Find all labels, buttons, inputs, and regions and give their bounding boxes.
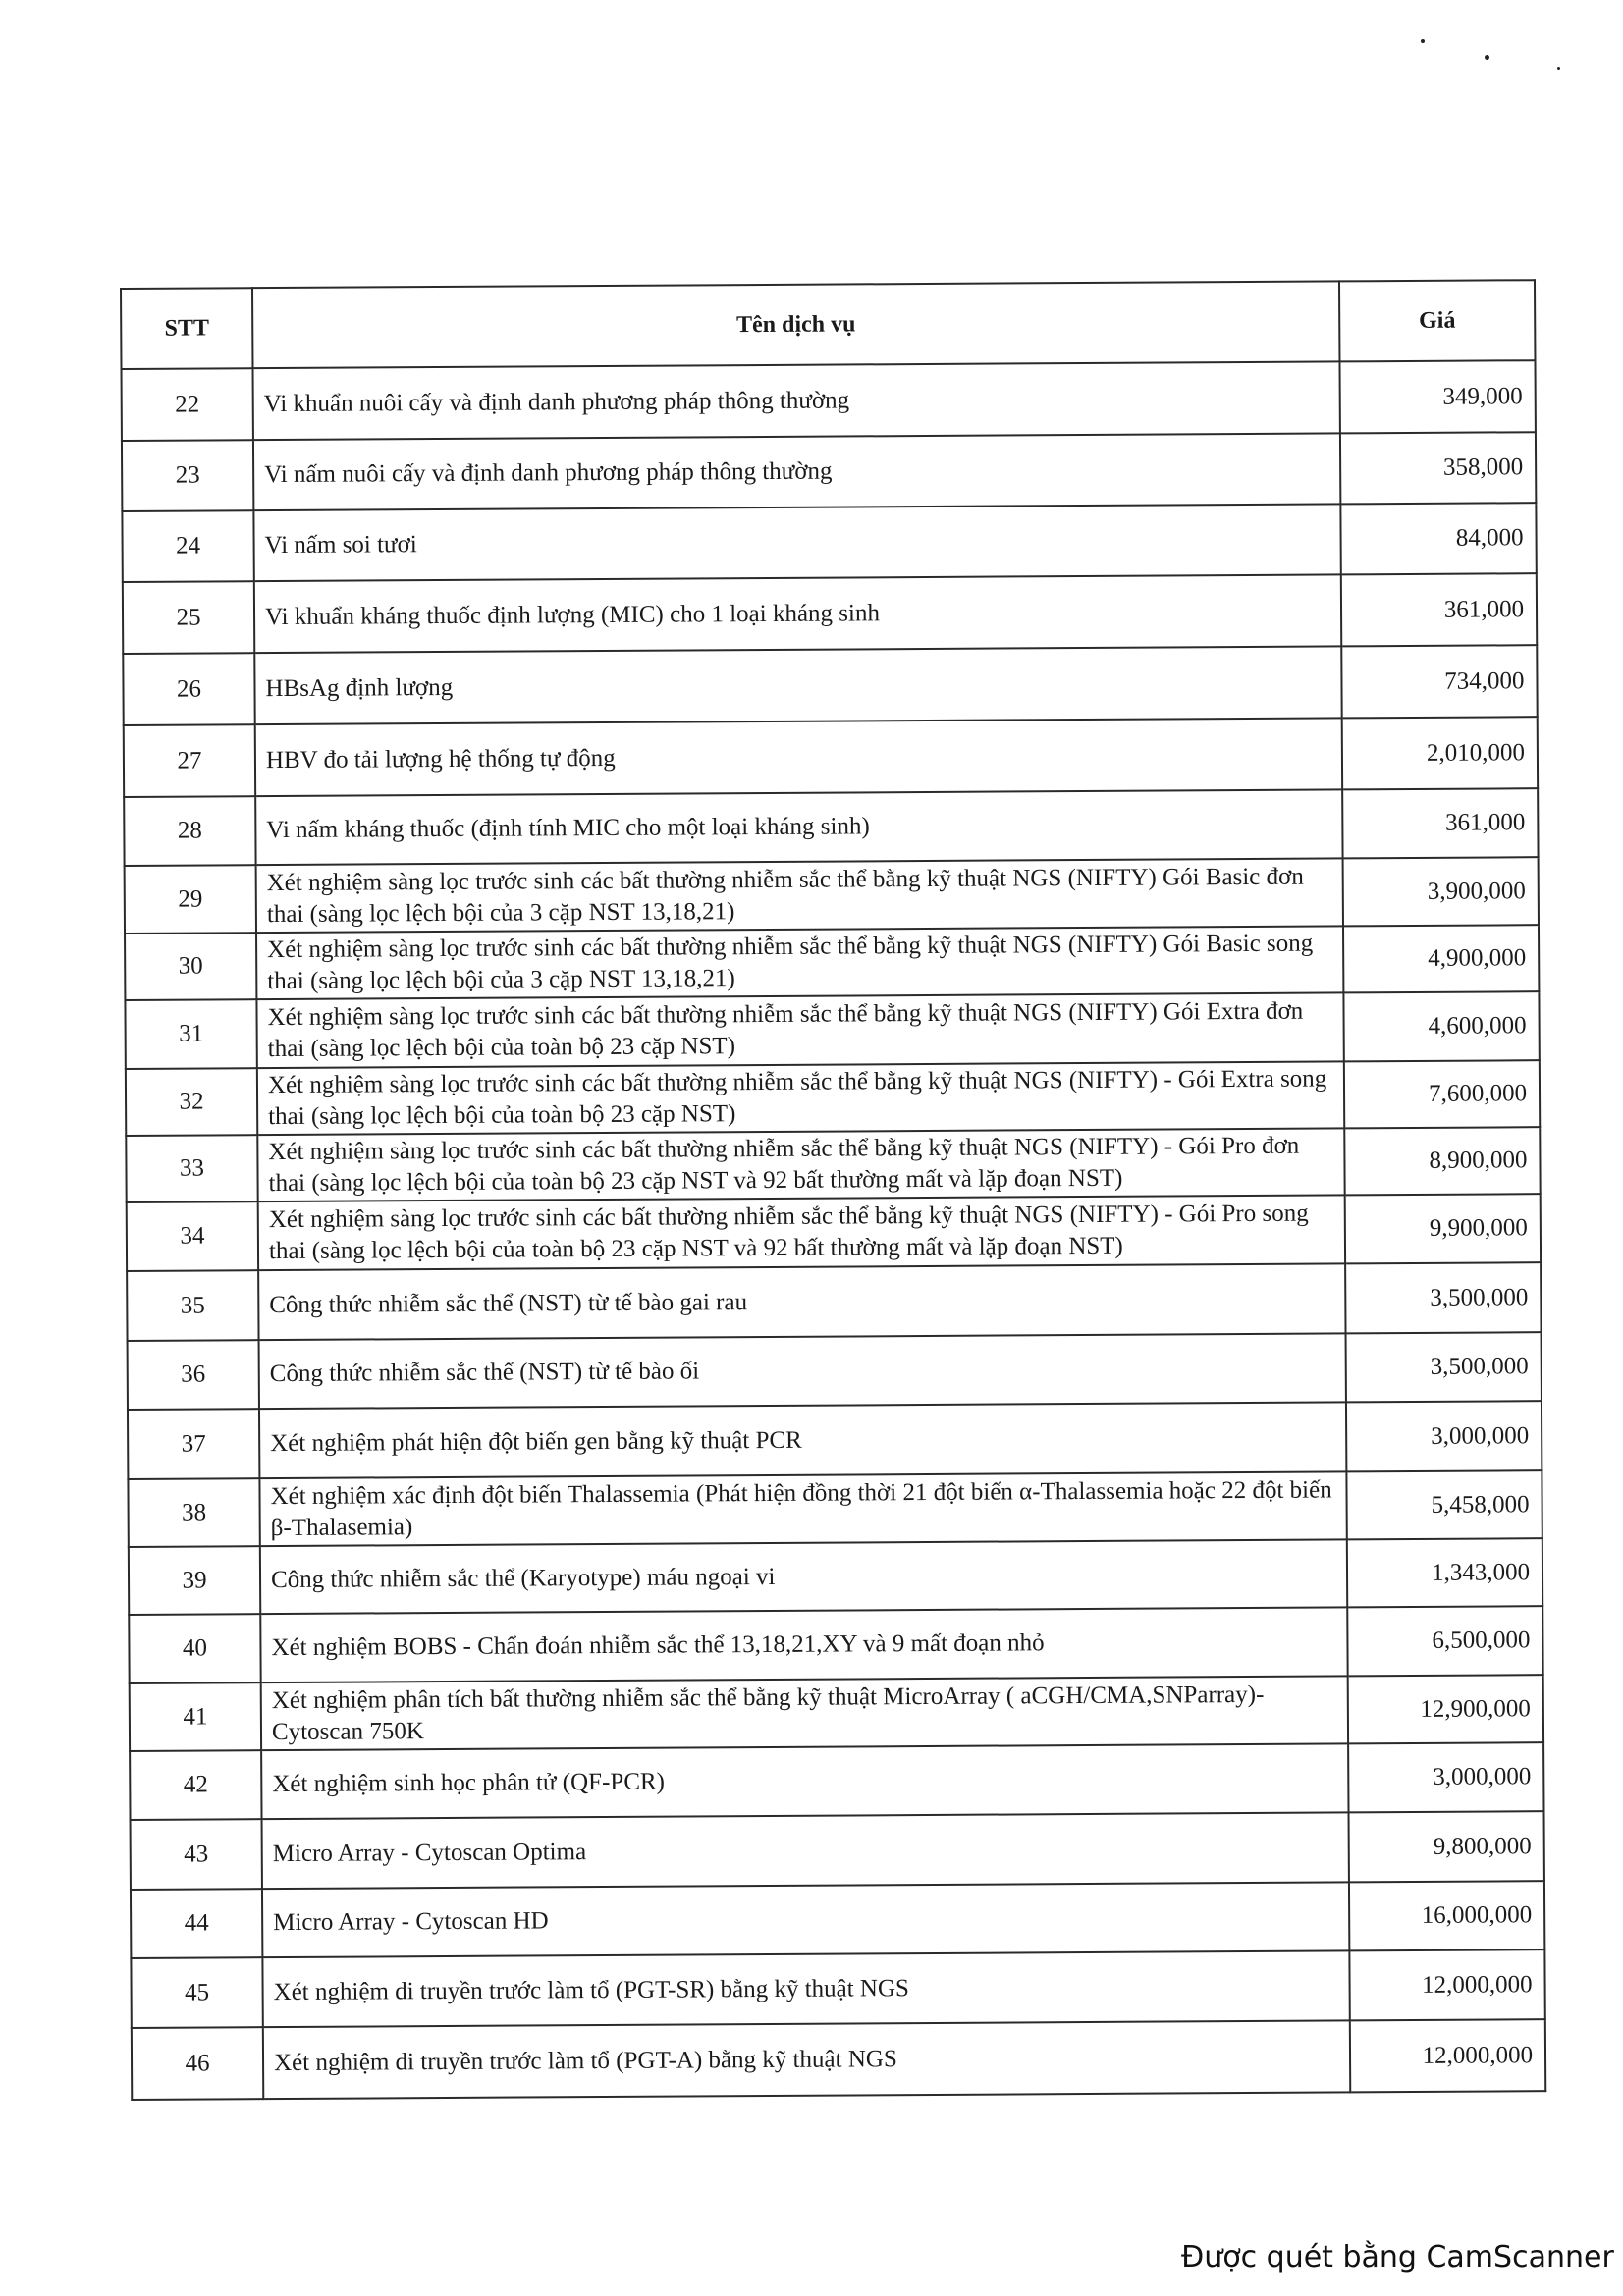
row-service-name: Xét nghiệm phân tích bất thường nhiễm sắc thể bằng kỹ thuật MicroArray ( aCGH/CMA,SNParray)-Cytoscan 750K [261, 1676, 1348, 1750]
table-row [128, 1470, 1542, 1547]
row-stt: 22 [122, 368, 253, 441]
table-row [131, 1949, 1544, 2028]
table-row [122, 503, 1536, 582]
row-price: 1,343,000 [1347, 1538, 1542, 1607]
row-price: 8,900,000 [1344, 1127, 1540, 1195]
row-service-name: Micro Array - Cytoscan Optima [262, 1812, 1349, 1889]
row-stt: 29 [125, 865, 256, 934]
table-row [129, 1606, 1542, 1683]
table-header-row [121, 280, 1535, 369]
table-row [123, 645, 1537, 725]
row-service-name: Công thức nhiễm sắc thể (NST) từ tế bào ối [259, 1333, 1346, 1409]
table-row [129, 1538, 1542, 1615]
row-service-name: HBV đo tải lượng hệ thống tự động [255, 718, 1342, 796]
row-service-name: Công thức nhiễm sắc thể (NST) từ tế bào gai rau [258, 1263, 1345, 1340]
row-service-name: Vi khuẩn kháng thuốc định lượng (MIC) cho 1 loại kháng sinh [254, 574, 1341, 653]
row-stt: 24 [122, 510, 253, 582]
row-service-name: Xét nghiệm sàng lọc trước sinh các bất thường nhiễm sắc thể bằng kỹ thuật NGS (NIFTY) - Gói Pro song thai (sàng lọc lệch bội của toàn bộ 23 cặp NST và 92 bất thường mất và lặp đoạn NST) [258, 1195, 1345, 1270]
row-stt: 41 [130, 1682, 261, 1751]
row-stt: 35 [127, 1270, 258, 1341]
row-price: 734,000 [1341, 645, 1537, 718]
row-stt: 42 [130, 1750, 261, 1820]
row-price: 361,000 [1341, 573, 1537, 646]
row-stt: 44 [131, 1889, 262, 1958]
row-price: 349,000 [1339, 360, 1535, 433]
row-stt: 46 [132, 2027, 263, 2100]
table-row [124, 717, 1538, 797]
table-row [123, 573, 1537, 654]
table-row [125, 925, 1539, 1000]
row-service-name: Xét nghiệm BOBS - Chẩn đoán nhiễm sắc thể 13,18,21,XY và 9 mất đoạn nhỏ [260, 1607, 1347, 1682]
row-price: 9,800,000 [1349, 1811, 1544, 1882]
row-price: 4,900,000 [1343, 925, 1539, 992]
row-price: 4,600,000 [1343, 991, 1539, 1061]
row-service-name: Xét nghiệm phát hiện đột biến gen bằng kỹ thuật PCR [259, 1402, 1346, 1478]
row-price: 3,000,000 [1346, 1401, 1542, 1471]
price-table-container [120, 279, 1544, 2101]
row-price: 7,600,000 [1344, 1060, 1540, 1128]
scan-speck [1421, 39, 1425, 43]
row-stt: 30 [125, 933, 256, 1000]
table-row [132, 2019, 1545, 2100]
table-row [130, 1675, 1543, 1751]
row-service-name: Xét nghiệm sàng lọc trước sinh các bất thường nhiễm sắc thể bằng kỹ thuật NGS (NIFTY) - Gói Pro đơn thai (sàng lọc lệch bội của toàn bộ 23 cặp NST và 92 bất thường mất và lặp đoạn NST) [257, 1128, 1344, 1201]
row-stt: 39 [129, 1546, 260, 1615]
row-service-name: HBsAg định lượng [254, 646, 1341, 724]
table-row [125, 857, 1539, 934]
row-price: 12,000,000 [1349, 1949, 1544, 2020]
row-service-name: Xét nghiệm sinh học phân tử (QF-PCR) [261, 1743, 1348, 1819]
row-service-name: Xét nghiệm sàng lọc trước sinh các bất thường nhiễm sắc thể bằng kỹ thuật NGS (NIFTY) Gói Extra đơn thai (sàng lọc lệch bội của toàn bộ 23 cặp NST) [256, 992, 1343, 1068]
table-row [127, 1194, 1541, 1271]
row-stt: 23 [122, 440, 253, 511]
row-stt: 38 [128, 1478, 259, 1547]
row-price: 84,000 [1340, 503, 1536, 574]
row-stt: 25 [123, 581, 254, 654]
row-service-name: Xét nghiệm xác định đột biến Thalassemia (Phát hiện đồng thời 21 đột biến α-Thalassemia hoặc 22 đột biến β-Thalasemia) [259, 1471, 1346, 1546]
row-stt: 31 [125, 999, 256, 1069]
row-service-name: Xét nghiệm sàng lọc trước sinh các bất thường nhiễm sắc thể bằng kỹ thuật NGS (NIFTY) Gói Basic song thai (sàng lọc lệch bội của 3 cặp NST 13,18,21) [256, 926, 1343, 999]
scan-speck [1557, 67, 1560, 70]
table-row [122, 432, 1536, 511]
table-row [127, 1262, 1541, 1341]
row-stt: 43 [131, 1819, 262, 1890]
row-price: 6,500,000 [1347, 1606, 1542, 1676]
table-row [128, 1401, 1542, 1479]
table-row [128, 1332, 1542, 1410]
row-service-name: Xét nghiệm di truyền trước làm tổ (PGT-SR) bằng kỹ thuật NGS [262, 1950, 1349, 2027]
row-price: 361,000 [1342, 788, 1538, 858]
row-stt: 32 [126, 1068, 257, 1136]
table-row [131, 1881, 1544, 1958]
row-price: 3,500,000 [1346, 1332, 1542, 1402]
row-price: 5,458,000 [1346, 1470, 1542, 1539]
row-stt: 27 [124, 724, 255, 797]
header-service-name: Tên dịch vụ [252, 281, 1339, 368]
row-service-name: Xét nghiệm sàng lọc trước sinh các bất thường nhiễm sắc thể bằng kỹ thuật NGS (NIFTY) - Gói Extra song thai (sàng lọc lệch bội của toàn bộ 23 cặp NST) [257, 1061, 1344, 1135]
row-price: 3,900,000 [1343, 857, 1539, 926]
camscanner-watermark: Được quét bằng CamScanner [1181, 2240, 1614, 2274]
row-price: 3,000,000 [1348, 1742, 1543, 1812]
table-row [124, 788, 1538, 866]
row-stt: 34 [127, 1201, 258, 1271]
row-service-name: Vi nấm soi tươi [253, 504, 1340, 581]
row-service-name: Công thức nhiễm sắc thể (Karyotype) máu ngoại vi [260, 1539, 1347, 1614]
row-stt: 40 [129, 1614, 260, 1683]
header-stt: STT [121, 288, 252, 369]
service-price-table [120, 279, 1546, 2101]
row-stt: 37 [128, 1409, 259, 1479]
row-stt: 36 [128, 1340, 259, 1410]
header-price: Giá [1339, 280, 1535, 361]
table-row [130, 1742, 1543, 1820]
table-row [125, 991, 1539, 1069]
row-price: 9,900,000 [1345, 1194, 1541, 1263]
row-service-name: Vi khuẩn nuôi cấy và định danh phương pháp thông thường [253, 361, 1340, 440]
table-row [126, 1127, 1540, 1202]
scan-speck [1485, 55, 1489, 60]
row-price: 358,000 [1340, 432, 1536, 504]
row-service-name: Vi nấm nuôi cấy và định danh phương pháp thông thường [253, 433, 1340, 510]
row-stt: 45 [131, 1957, 262, 2028]
table-row [131, 1811, 1544, 1890]
table-body [122, 360, 1546, 2100]
row-stt: 33 [126, 1135, 257, 1202]
row-price: 12,900,000 [1348, 1675, 1543, 1743]
row-price: 16,000,000 [1349, 1881, 1544, 1950]
row-price: 3,500,000 [1345, 1262, 1541, 1333]
row-service-name: Xét nghiệm di truyền trước làm tổ (PGT-A) bằng kỹ thuật NGS [263, 2020, 1350, 2099]
row-service-name: Micro Array - Cytoscan HD [262, 1882, 1349, 1957]
row-service-name: Vi nấm kháng thuốc (định tính MIC cho một loại kháng sinh) [255, 789, 1342, 865]
row-service-name: Xét nghiệm sàng lọc trước sinh các bất thường nhiễm sắc thể bằng kỹ thuật NGS (NIFTY) Gói Basic đơn thai (sàng lọc lệch bội của 3 cặp NST 13,18,21) [256, 858, 1343, 933]
row-stt: 26 [123, 653, 254, 725]
table-row [126, 1060, 1540, 1136]
row-price: 12,000,000 [1350, 2019, 1545, 2092]
row-stt: 28 [124, 796, 255, 866]
table-row [122, 360, 1536, 441]
row-price: 2,010,000 [1342, 717, 1538, 789]
